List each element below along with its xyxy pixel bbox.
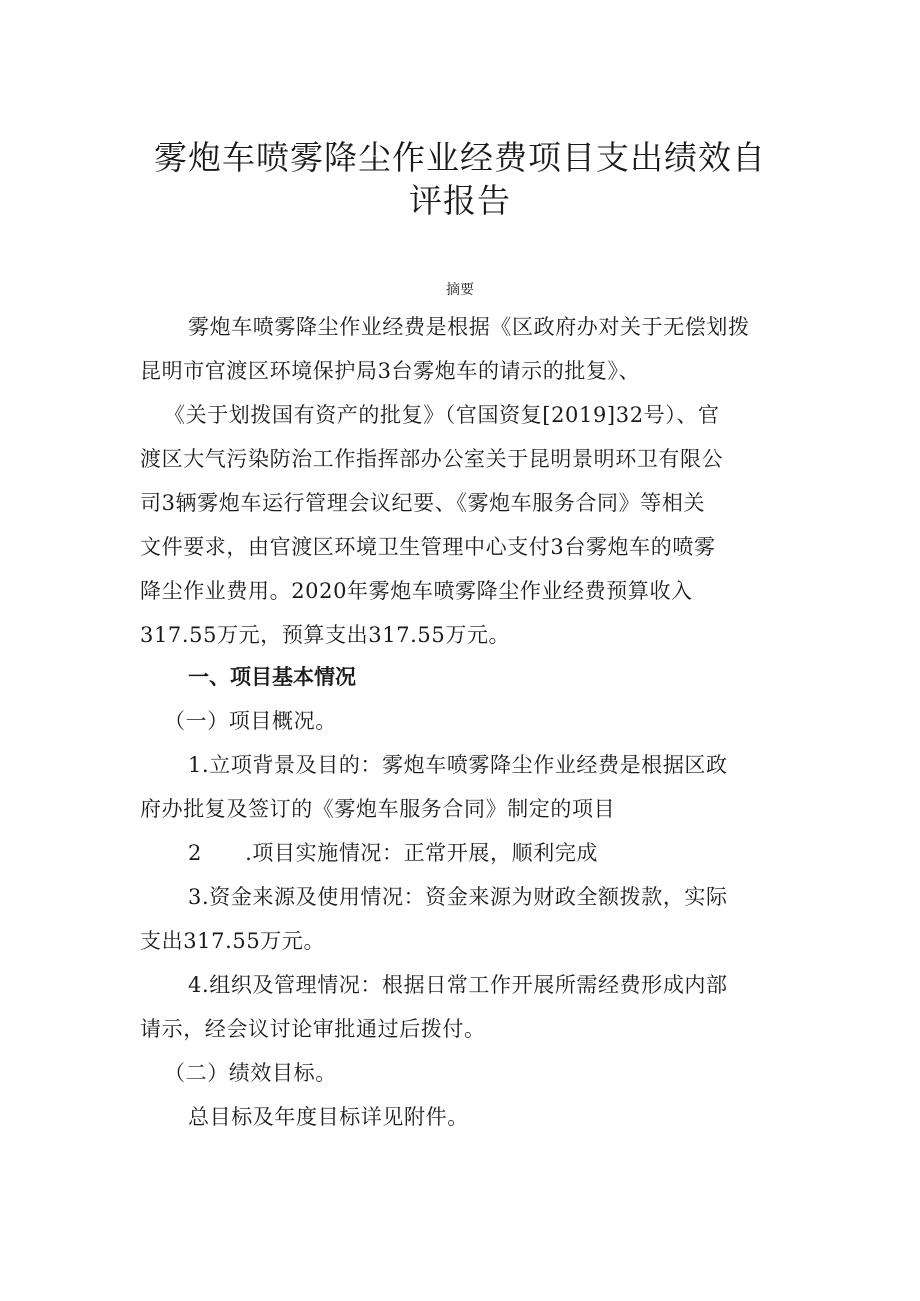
abstract-line: 司3辆雾炮车运行管理会议纪要、《雾炮车服务合同》等相关 <box>140 491 706 515</box>
abstract-line: 317.55万元，预算支出317.55万元。 <box>140 623 511 647</box>
item-management-line-1: 4.组织及管理情况：根据日常工作开展所需经费形成内部 <box>188 973 728 997</box>
abstract-line: 昆明市官渡区环境保护局3台雾炮车的请示的批复》、 <box>140 359 641 383</box>
report-title-line-2: 评报告 <box>409 181 511 220</box>
report-title-line-1: 雾炮车喷雾降尘作业经费项目支出绩效自 <box>154 138 766 177</box>
abstract-line: 《关于划拨国有资产的批复》（官国资复[2019]32号）、官 <box>164 403 720 427</box>
item-background-line-2: 府办批复及签订的《雾炮车服务合同》制定的项目 <box>140 797 616 821</box>
item-funding-line-2: 支出317.55万元。 <box>140 929 326 953</box>
abstract-line: 雾炮车喷雾降尘作业经费是根据《区政府办对关于无偿划拨 <box>188 315 750 339</box>
abstract-line: 渡区大气污染防治工作指挥部办公室关于昆明景明环卫有限公 <box>140 447 724 471</box>
abstract-label: 摘要 <box>446 282 474 298</box>
item-funding-line-1: 3.资金来源及使用情况：资金来源为财政全额拨款，实际 <box>188 885 728 909</box>
subsection-performance-goals: （二）绩效目标。 <box>164 1061 337 1085</box>
goals-note: 总目标及年度目标详见附件。 <box>188 1105 469 1129</box>
item-background-line-1: 1.立项背景及目的：雾炮车喷雾降尘作业经费是根据区政 <box>188 753 728 777</box>
abstract-line: 降尘作业费用。2020年雾炮车喷雾降尘作业经费预算收入 <box>140 579 693 603</box>
item-implementation: 2 .项目实施情况：正常开展，顺利完成 <box>188 841 599 865</box>
abstract-line: 文件要求，由官渡区环境卫生管理中心支付3台雾炮车的喷雾 <box>140 535 716 559</box>
item-management-line-2: 请示，经会议讨论审批通过后拨付。 <box>140 1017 486 1041</box>
subsection-overview: （一）项目概况。 <box>164 709 337 733</box>
section-heading-basic-info: 一、项目基本情况 <box>188 665 356 689</box>
